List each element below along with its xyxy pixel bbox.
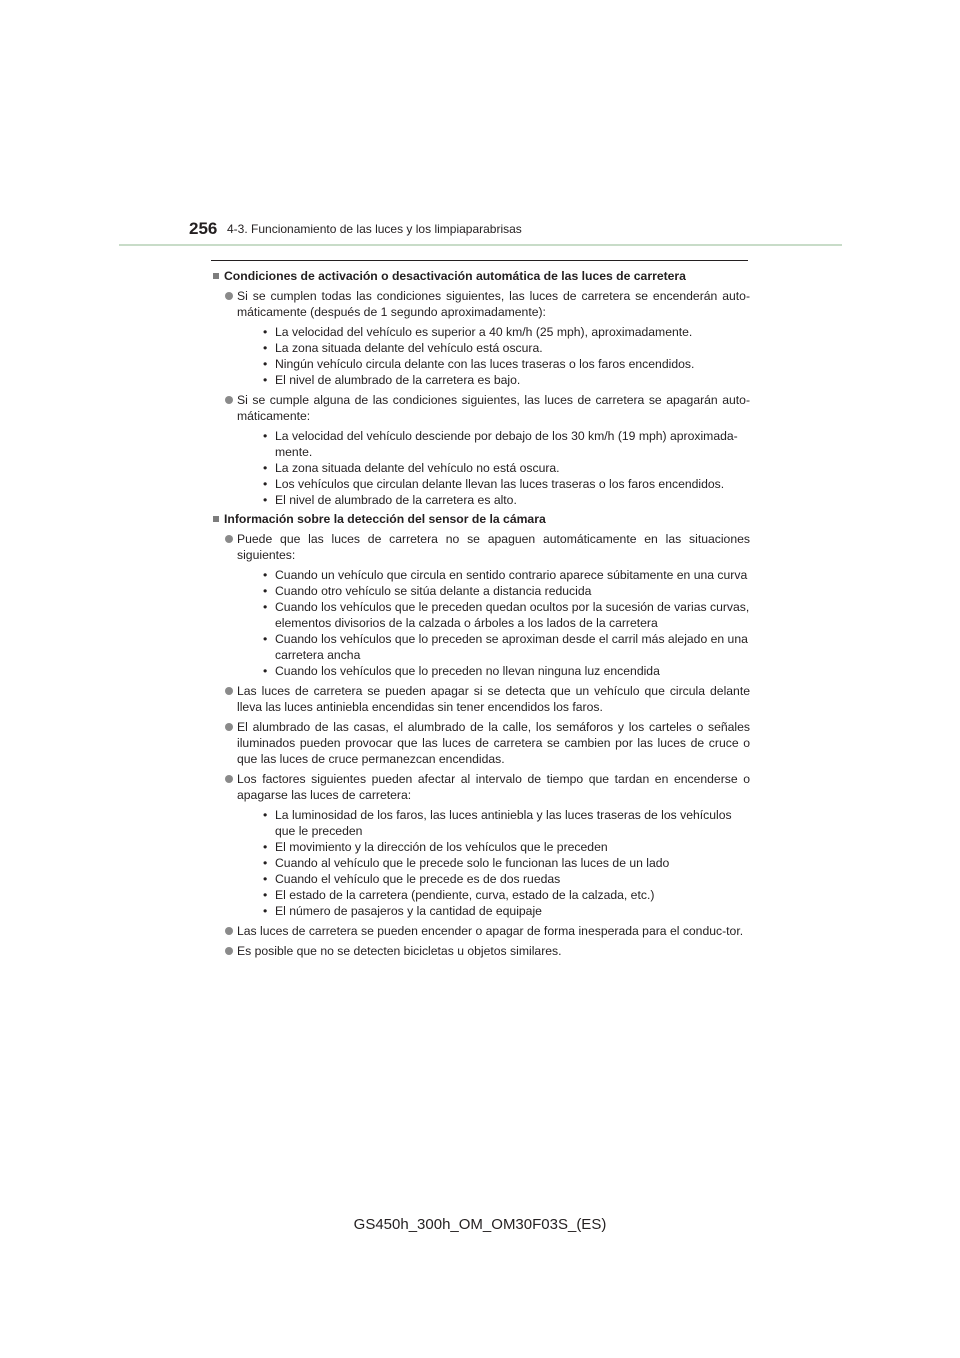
sub-item-text: Los vehículos que circulan delante llevan las luces traseras o los faros encendidos.	[275, 477, 725, 491]
sub-list	[263, 324, 750, 388]
dot-marker: •	[263, 373, 268, 387]
dot-marker: •	[263, 477, 268, 491]
section-heading	[213, 511, 750, 527]
sub-item-text: El nivel de alumbrado de la carretera es alto.	[275, 493, 517, 507]
bullet-item	[213, 531, 750, 679]
bullet-text: Los factores siguientes pueden afectar al intervalo de tiempo que tardan en encenderse o apagarse las luces de carretera:	[237, 772, 750, 802]
sub-item-text: Cuando los vehículos que lo preceden se aproximan desde el carril más alejado en una carretera ancha	[275, 632, 748, 662]
circle-bullet-icon	[225, 535, 233, 543]
sub-item-text: Cuando el vehículo que le precede es de dos ruedas	[275, 872, 561, 886]
bullet-item	[213, 923, 750, 939]
bullet-item	[213, 288, 750, 388]
circle-bullet-icon	[225, 396, 233, 404]
sub-list-item	[263, 356, 750, 372]
sub-list	[263, 807, 750, 919]
sub-list-item	[263, 492, 750, 508]
sub-list-item	[263, 903, 750, 919]
sub-list-item	[263, 460, 750, 476]
sub-item-text: La velocidad del vehículo es superior a 40 km/h (25 mph), aproximadamente.	[275, 325, 693, 339]
bullet-item	[213, 771, 750, 919]
sub-list-item	[263, 871, 750, 887]
dot-marker: •	[263, 632, 268, 646]
bullet-item	[213, 719, 750, 767]
circle-bullet-icon	[225, 775, 233, 783]
bullet-text: Las luces de carretera se pueden apagar si se detecta que un vehículo que circula delante lleva las luces antiniebla encendidas sin tener encendidos los faros.	[237, 684, 750, 714]
circle-bullet-icon	[225, 687, 233, 695]
circle-bullet-icon	[225, 723, 233, 731]
sub-item-text: La luminosidad de los faros, las luces antiniebla y las luces traseras de los vehículos que le preceden	[275, 808, 732, 838]
sub-list-item	[263, 372, 750, 388]
chapter-title: 4-3. Funcionamiento de las luces y los limpiaparabrisas	[227, 222, 522, 236]
dot-marker: •	[263, 600, 268, 614]
sub-list-item	[263, 807, 750, 839]
sub-list	[263, 567, 750, 679]
section-heading	[213, 268, 750, 284]
sub-list-item	[263, 476, 750, 492]
sub-item-text: El movimiento y la dirección de los vehículos que le preceden	[275, 840, 608, 854]
dot-marker: •	[263, 856, 268, 870]
sub-list-item	[263, 324, 750, 340]
sub-list-item	[263, 567, 750, 583]
sub-list-item	[263, 428, 750, 460]
circle-bullet-icon	[225, 947, 233, 955]
header-divider	[119, 244, 842, 246]
sub-list-item	[263, 583, 750, 599]
sub-item-text: Cuando los vehículos que lo preceden no llevan ninguna luz encendida	[275, 664, 660, 678]
bullet-text: Es posible que no se detecten bicicletas u objetos similares.	[237, 944, 562, 958]
bullet-text: Puede que las luces de carretera no se apaguen automáticamente en las situaciones siguientes:	[237, 532, 750, 562]
dot-marker: •	[263, 904, 268, 918]
sub-list	[263, 428, 750, 508]
sub-item-text: Ningún vehículo circula delante con las luces traseras o los faros encendidos.	[275, 357, 695, 371]
circle-bullet-icon	[225, 927, 233, 935]
sub-item-text: La velocidad del vehículo desciende por debajo de los 30 km/h (19 mph) aproximada-mente.	[275, 429, 738, 459]
sub-item-text: Cuando un vehículo que circula en sentido contrario aparece súbitamente en una curva	[275, 568, 748, 582]
sub-item-text: Cuando los vehículos que le preceden quedan ocultos por la sucesión de varias curvas, elementos divisorios de la calzada o árboles a los lados de la carretera	[275, 600, 750, 630]
dot-marker: •	[263, 840, 268, 854]
page-number: 256	[189, 219, 218, 238]
dot-marker: •	[263, 664, 268, 678]
section-divider	[211, 260, 748, 261]
dot-marker: •	[263, 357, 268, 371]
bullet-item	[213, 392, 750, 508]
square-bullet-icon	[213, 273, 219, 279]
bullet-text: Las luces de carretera se pueden encender o apagar de forma inesperada para el conduc-tor.	[237, 924, 744, 938]
sub-list-item	[263, 855, 750, 871]
bullet-text: Si se cumple alguna de las condiciones siguientes, las luces de carretera se apagarán auto-máticamente:	[237, 393, 750, 423]
dot-marker: •	[263, 493, 268, 507]
sub-item-text: La zona situada delante del vehículo está oscura.	[275, 341, 543, 355]
bullet-text: Si se cumplen todas las condiciones siguientes, las luces de carretera se encenderán auto-máticamente (después de 1 segundo aproximadamente):	[237, 289, 750, 319]
sub-list-item	[263, 340, 750, 356]
dot-marker: •	[263, 584, 268, 598]
sub-list-item	[263, 631, 750, 663]
dot-marker: •	[263, 341, 268, 355]
sub-item-text: Cuando otro vehículo se sitúa delante a distancia reducida	[275, 584, 592, 598]
footer-code: GS450h_300h_OM_OM30F03S_(ES)	[353, 1216, 607, 1233]
section-heading-text: Información sobre la detección del sensor de la cámara	[224, 512, 546, 526]
sub-item-text: El nivel de alumbrado de la carretera es bajo.	[275, 373, 521, 387]
dot-marker: •	[263, 808, 268, 822]
page-header	[0, 210, 960, 250]
bullet-item	[213, 683, 750, 715]
sub-list-item	[263, 663, 750, 679]
sub-list-item	[263, 887, 750, 903]
sub-item-text: El número de pasajeros y la cantidad de equipaje	[275, 904, 542, 918]
sub-item-text: Cuando al vehículo que le precede solo le funcionan las luces de un lado	[275, 856, 670, 870]
circle-bullet-icon	[225, 292, 233, 300]
bullet-text: El alumbrado de las casas, el alumbrado de la calle, los semáforos y los carteles o señales iluminados pueden provocar que las luces de carretera se cambien por las luces de cruce o que las luces de cruce permanezcan encendidas.	[237, 720, 750, 766]
dot-marker: •	[263, 325, 268, 339]
dot-marker: •	[263, 461, 268, 475]
dot-marker: •	[263, 568, 268, 582]
dot-marker: •	[263, 872, 268, 886]
square-bullet-icon	[213, 516, 219, 522]
dot-marker: •	[263, 888, 268, 902]
bullet-item	[213, 943, 750, 959]
sub-item-text: La zona situada delante del vehículo no está oscura.	[275, 461, 560, 475]
dot-marker: •	[263, 429, 268, 443]
main-content	[213, 265, 750, 959]
sub-list-item	[263, 599, 750, 631]
sub-list-item	[263, 839, 750, 855]
sub-item-text: El estado de la carretera (pendiente, curva, estado de la calzada, etc.)	[275, 888, 655, 902]
section-heading-text: Condiciones de activación o desactivación automática de las luces de carretera	[224, 269, 686, 283]
